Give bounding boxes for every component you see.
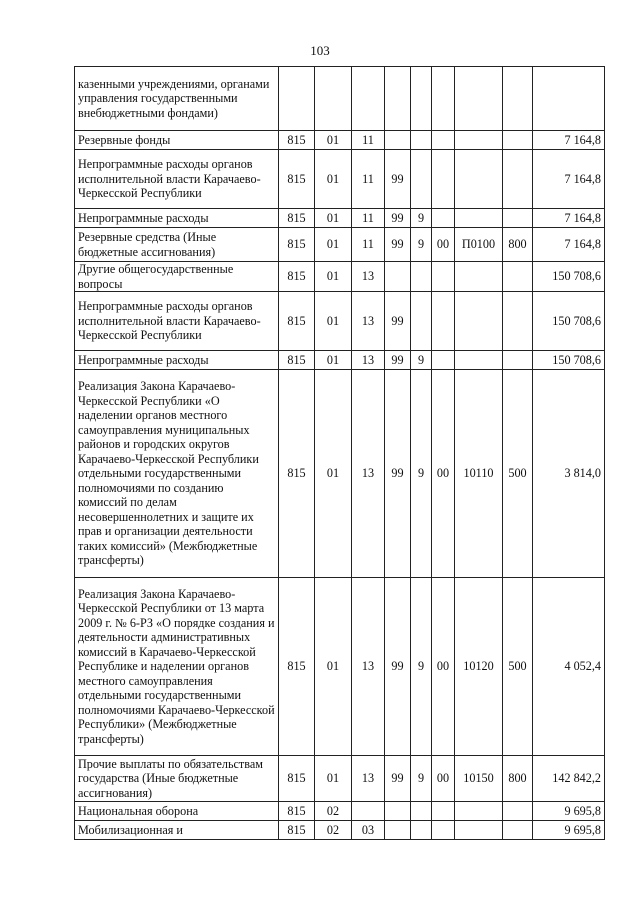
table-row <box>75 370 605 578</box>
rz-cell: 02 <box>315 821 352 840</box>
program-cell: 99 <box>385 150 411 209</box>
direction-cell <box>432 802 455 821</box>
subprogram-cell: 9 <box>411 370 432 578</box>
ved-cell: 815 <box>279 131 315 150</box>
rz-cell: 01 <box>315 262 352 292</box>
rz-cell: 01 <box>315 351 352 370</box>
pr-cell: 11 <box>352 209 385 228</box>
pr-cell <box>352 67 385 131</box>
expense-type-cell: 800 <box>503 756 533 802</box>
sum-cell: 150 708,6 <box>533 292 605 351</box>
code-cell <box>455 131 503 150</box>
pr-cell: 11 <box>352 131 385 150</box>
direction-cell <box>432 292 455 351</box>
program-cell: 99 <box>385 209 411 228</box>
program-cell <box>385 821 411 840</box>
program-cell: 99 <box>385 370 411 578</box>
rz-cell: 01 <box>315 578 352 756</box>
expense-type-cell <box>503 802 533 821</box>
table-row <box>75 292 605 351</box>
pr-cell: 11 <box>352 150 385 209</box>
subprogram-cell <box>411 821 432 840</box>
expense-type-cell <box>503 150 533 209</box>
direction-cell: 00 <box>432 756 455 802</box>
expense-type-cell: 500 <box>503 370 533 578</box>
subprogram-cell <box>411 150 432 209</box>
pr-cell: 03 <box>352 821 385 840</box>
ved-cell: 815 <box>279 262 315 292</box>
code-cell <box>455 292 503 351</box>
pr-cell: 13 <box>352 262 385 292</box>
direction-cell <box>432 131 455 150</box>
direction-cell <box>432 67 455 131</box>
program-cell: 99 <box>385 228 411 262</box>
table-row <box>75 228 605 262</box>
ved-cell <box>279 67 315 131</box>
direction-cell: 00 <box>432 578 455 756</box>
rz-cell: 01 <box>315 150 352 209</box>
name: Непрограммные расходы органов исполнительной власти Карачаево-Черкесской Республики <box>75 292 279 351</box>
program-cell <box>385 262 411 292</box>
name: Прочие выплаты по обязательствам государства (Иные бюджетные ассигнования) <box>75 756 279 802</box>
subprogram-cell <box>411 292 432 351</box>
table-row <box>75 150 605 209</box>
sum-cell: 4 052,4 <box>533 578 605 756</box>
code-cell <box>455 821 503 840</box>
sum-cell: 7 164,8 <box>533 131 605 150</box>
ved-cell: 815 <box>279 150 315 209</box>
pr-cell: 13 <box>352 351 385 370</box>
ved-cell: 815 <box>279 821 315 840</box>
program-cell <box>385 802 411 821</box>
direction-cell <box>432 150 455 209</box>
direction-cell <box>432 209 455 228</box>
table-row <box>75 756 605 802</box>
table-row <box>75 821 605 840</box>
ved-cell: 815 <box>279 578 315 756</box>
name: казенными учреждениями, органами управления государственными внебюджетными фондами) <box>75 67 279 131</box>
name: Реализация Закона Карачаево-Черкесской Республики от 13 марта 2009 г. № 6-РЗ «О порядке создания и деятельности административных комиссий в Карачаево-Черкесской Республике и наделении органов местного самоуправления отдельными государственными полномочиями Карачаево-Черкесской Республики» (Межбюджетные трансферты) <box>75 578 279 756</box>
rz-cell <box>315 67 352 131</box>
sum-cell: 150 708,6 <box>533 351 605 370</box>
expense-type-cell <box>503 351 533 370</box>
direction-cell <box>432 821 455 840</box>
name: Резервные средства (Иные бюджетные ассигнования) <box>75 228 279 262</box>
rz-cell: 01 <box>315 370 352 578</box>
subprogram-cell: 9 <box>411 756 432 802</box>
code-cell <box>455 150 503 209</box>
ved-cell: 815 <box>279 802 315 821</box>
name: Мобилизационная и <box>75 821 279 840</box>
expense-type-cell <box>503 262 533 292</box>
subprogram-cell <box>411 802 432 821</box>
rz-cell: 02 <box>315 802 352 821</box>
table-row <box>75 67 605 131</box>
table-row <box>75 351 605 370</box>
direction-cell: 00 <box>432 370 455 578</box>
name: Другие общегосударственные вопросы <box>75 262 279 292</box>
expense-type-cell <box>503 292 533 351</box>
rz-cell: 01 <box>315 131 352 150</box>
ved-cell: 815 <box>279 351 315 370</box>
name: Национальная оборона <box>75 802 279 821</box>
pr-cell: 11 <box>352 228 385 262</box>
pr-cell: 13 <box>352 370 385 578</box>
code-cell: 10120 <box>455 578 503 756</box>
subprogram-cell: 9 <box>411 228 432 262</box>
code-cell: 10150 <box>455 756 503 802</box>
sum-cell: 142 842,2 <box>533 756 605 802</box>
code-cell: П0100 <box>455 228 503 262</box>
ved-cell: 815 <box>279 756 315 802</box>
page-number: 103 <box>310 43 330 58</box>
pr-cell: 13 <box>352 578 385 756</box>
name: Непрограммные расходы <box>75 351 279 370</box>
subprogram-cell <box>411 262 432 292</box>
code-cell <box>455 67 503 131</box>
direction-cell <box>432 351 455 370</box>
subprogram-cell: 9 <box>411 578 432 756</box>
expense-type-cell <box>503 131 533 150</box>
rz-cell: 01 <box>315 756 352 802</box>
table-row <box>75 131 605 150</box>
rz-cell: 01 <box>315 209 352 228</box>
expense-type-cell <box>503 67 533 131</box>
sum-cell: 150 708,6 <box>533 262 605 292</box>
expense-type-cell <box>503 209 533 228</box>
subprogram-cell <box>411 67 432 131</box>
sum-cell: 7 164,8 <box>533 150 605 209</box>
sum-cell: 9 695,8 <box>533 821 605 840</box>
program-cell: 99 <box>385 578 411 756</box>
code-cell: 10110 <box>455 370 503 578</box>
program-cell <box>385 67 411 131</box>
expense-type-cell: 500 <box>503 578 533 756</box>
direction-cell <box>432 262 455 292</box>
rz-cell: 01 <box>315 292 352 351</box>
code-cell <box>455 351 503 370</box>
table-row <box>75 209 605 228</box>
sum-cell: 7 164,8 <box>533 209 605 228</box>
ved-cell: 815 <box>279 209 315 228</box>
ved-cell: 815 <box>279 292 315 351</box>
table-row <box>75 802 605 821</box>
name: Реализация Закона Карачаево-Черкесской Республики «О наделении органов местного самоуправления муниципальных районов и городских округов Карачаево-Черкесской Республики отдельными государственными полномочиями по созданию комиссий по делам несовершеннолетних и защите их прав и организации деятельности таких комиссий» (Межбюджетные трансферты) <box>75 370 279 578</box>
ved-cell: 815 <box>279 370 315 578</box>
sum-cell <box>533 67 605 131</box>
rz-cell: 01 <box>315 228 352 262</box>
expense-type-cell <box>503 821 533 840</box>
sum-cell: 9 695,8 <box>533 802 605 821</box>
program-cell <box>385 131 411 150</box>
pr-cell: 13 <box>352 292 385 351</box>
subprogram-cell: 9 <box>411 209 432 228</box>
sum-cell: 7 164,8 <box>533 228 605 262</box>
name: Непрограммные расходы <box>75 209 279 228</box>
direction-cell: 00 <box>432 228 455 262</box>
expense-type-cell: 800 <box>503 228 533 262</box>
pr-cell <box>352 802 385 821</box>
table-row <box>75 262 605 292</box>
program-cell: 99 <box>385 756 411 802</box>
subprogram-cell <box>411 131 432 150</box>
code-cell <box>455 802 503 821</box>
subprogram-cell: 9 <box>411 351 432 370</box>
ved-cell: 815 <box>279 228 315 262</box>
sum-cell: 3 814,0 <box>533 370 605 578</box>
program-cell: 99 <box>385 292 411 351</box>
pr-cell: 13 <box>352 756 385 802</box>
code-cell <box>455 209 503 228</box>
budget-table <box>74 66 605 840</box>
name: Непрограммные расходы органов исполнительной власти Карачаево-Черкесской Республики <box>75 150 279 209</box>
program-cell: 99 <box>385 351 411 370</box>
name: Резервные фонды <box>75 131 279 150</box>
table-row <box>75 578 605 756</box>
code-cell <box>455 262 503 292</box>
